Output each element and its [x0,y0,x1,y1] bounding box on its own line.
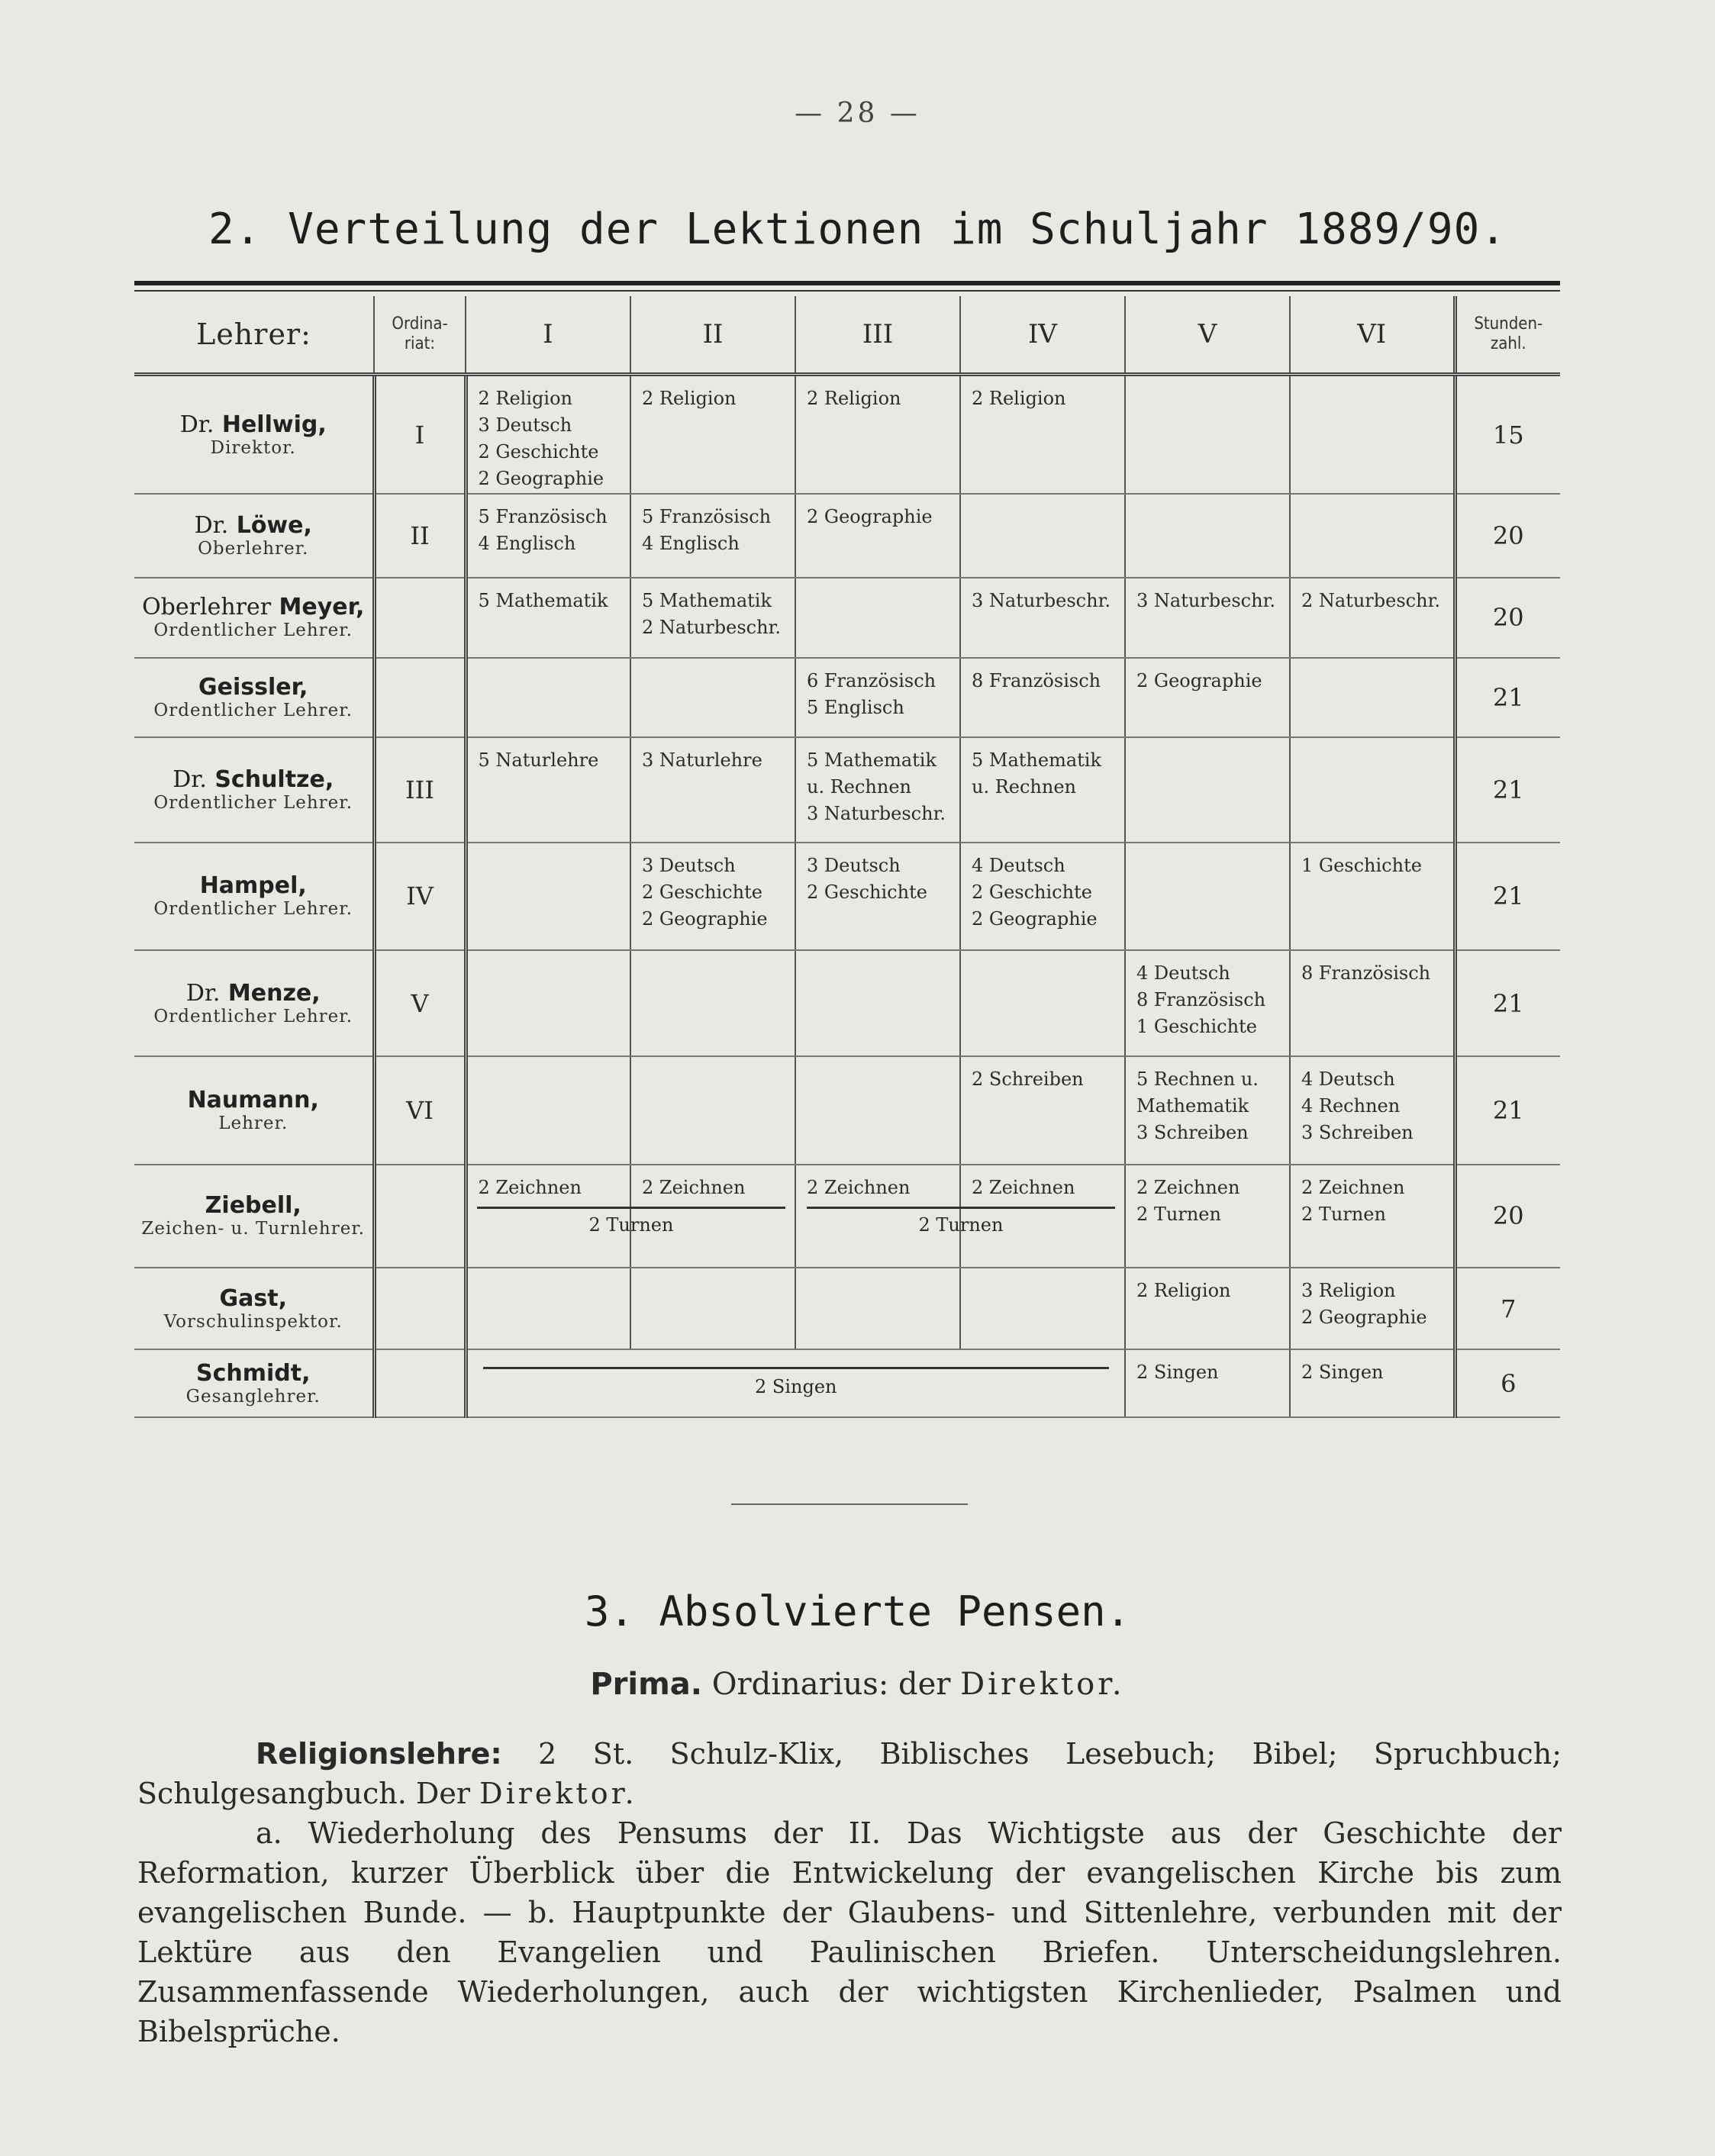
span-text: 2 Turnen [588,1213,674,1236]
lesson-cell [795,658,960,738]
lesson-text: 2 Singen [1136,1362,1219,1384]
lesson-cell [1290,1056,1455,1164]
lesson-text: 3 Naturbeschr. [1136,589,1276,611]
lesson-text [1126,376,1289,385]
lesson-text: 2 Religion 3 Deutsch 2 Geschichte 2 Geographie [478,388,604,489]
lesson-cell [1125,494,1290,577]
teacher-cell [134,950,374,1056]
lesson-cell [1125,1056,1290,1164]
lesson-text [631,1268,795,1278]
teacher-cell [134,494,374,577]
ordinariat-cell [374,1349,466,1417]
teacher-surname: Hampel, [199,872,307,900]
lesson-cell [1290,1268,1455,1349]
lesson-text: 8 Französisch [1301,962,1431,985]
teacher-cell [134,1165,374,1268]
table-top-rule [134,281,1560,285]
lesson-text: 2 Religion [642,388,737,409]
table-row [134,1056,1560,1164]
lesson-cell [960,950,1125,1056]
lesson-cell [630,375,795,495]
lesson-cell [795,1268,960,1349]
section-title: 3. Absolvierte Pensen. [584,1587,1131,1636]
teacher-surname: Schultze, [214,766,334,794]
lesson-cell [630,737,795,842]
lesson-cell [960,843,1125,950]
lesson-cell [960,737,1125,842]
header-class-5: V [1125,296,1290,375]
lesson-text: 5 Mathematik [478,589,608,611]
lesson-cell [466,950,630,1056]
lesson-cell [1125,1268,1290,1349]
header-ordinariat: Ordina- riat: [374,296,466,375]
lesson-cell [918,1165,1125,1268]
span-brace-line [483,1367,1110,1369]
table-row [134,843,1560,950]
lesson-cell [588,1165,795,1268]
lesson-cell [960,1268,1125,1349]
lesson-cell [466,658,630,738]
lesson-cell [795,375,960,495]
lesson-text: 2 Zeichnen [642,1176,746,1198]
section-subtitle [0,1667,1715,1702]
lesson-cell [1290,1165,1455,1268]
teacher-surname: Naumann, [187,1087,319,1114]
teacher-role: Ordentlicher Lehrer. [153,899,353,920]
lesson-cell [466,494,630,577]
lesson-cell [466,578,630,658]
lesson-text: 3 Naturbeschr. [972,589,1111,611]
lesson-cell [795,578,960,658]
teacher-role: Oberlehrer. [198,539,309,559]
teacher-role: Direktor. [210,437,296,458]
ordinariat-cell [374,1165,466,1268]
lesson-text: 2 Geographie [1136,669,1262,691]
paragraph-content: a. Wiederholung des Pensums der II. Das Wichtigste aus der Geschichte der Reformation, kurzer Überblick über die Entwickelung der evangelischen Kirche bis zum evangelischen Bunde. — b. Hauptpunkte der Glaubens- und Sittenlehre, verbunden mit der Lektüre aus den Evangelien und Paulinischen Briefen. Unterscheidungslehren. Zusammenfassende Wiederholungen, auch der wichtigsten Kirchenlieder, Psalmen und Bibelsprüche. [137,1816,1562,2048]
lesson-text [468,1268,630,1278]
lesson-text [468,1057,630,1066]
lesson-cell [1125,658,1290,738]
lesson-cell [1290,737,1455,842]
lesson-text: 2 Zeichnen [807,1176,911,1198]
paragraph-religionslehre [137,1734,1562,1813]
lesson-cell [630,658,795,738]
lesson-text: 4 Deutsch 2 Geschichte 2 Geographie [972,854,1098,930]
header-class-2: II [630,296,795,375]
teacher-surname: Ziebell, [205,1192,301,1220]
lesson-cell [1290,494,1455,577]
teacher-name [134,873,372,899]
header-class-4: IV [960,296,1125,375]
lesson-cell [630,494,795,577]
lesson-text [631,1057,795,1066]
lesson-cell [795,737,960,842]
lesson-cell [1125,950,1290,1056]
lesson-text: 2 Religion [807,388,901,409]
lesson-text: 3 Naturlehre [642,749,762,772]
lesson-text: 5 Rechnen u. Mathematik 3 Schreiben [1136,1068,1259,1144]
lesson-text: 2 Zeichnen [478,1176,582,1198]
ordinariat-cell: V [374,950,466,1056]
lesson-text: 2 Geographie [807,506,933,528]
ordinariat-cell [374,1268,466,1349]
teacher-role: Ordentlicher Lehrer. [153,793,353,814]
lesson-text [1291,376,1453,385]
lesson-text [961,495,1124,504]
lesson-cell [795,494,960,577]
section-divider [731,1503,968,1505]
lesson-text: 5 Französisch 4 Englisch [642,506,772,555]
lesson-span-cell [466,1349,1125,1417]
teacher-surname: Löwe, [236,512,312,539]
teacher-name [134,981,372,1007]
teacher-surname: Schmidt, [195,1359,311,1387]
lessons-table [134,296,1560,1418]
lesson-text [961,951,1124,960]
lesson-text: 5 Mathematik u. Rechnen 3 Naturbeschr. [807,749,946,825]
span-text: 2 Turnen [918,1213,1004,1236]
teacher-name [134,1088,372,1113]
teacher-name [134,412,372,438]
lesson-text: 1 Geschichte [1301,854,1422,876]
stundenzahl-cell: 21 [1455,950,1560,1056]
lesson-text: 6 Französisch 5 Englisch [807,669,936,718]
lesson-text [796,1268,959,1278]
teacher-name [134,1361,372,1387]
lesson-cell [1290,578,1455,658]
teacher-prefix: Dr. [185,979,221,1007]
paragraph-direktor: Direktor. [479,1777,637,1810]
lesson-text: 2 Zeichnen [972,1176,1075,1198]
lesson-cell [960,578,1125,658]
lesson-text [961,1268,1124,1278]
teacher-cell [134,1268,374,1349]
header-stundenzahl: Stunden- zahl. [1455,296,1560,375]
lesson-text: 4 Deutsch 8 Französisch 1 Geschichte [1136,962,1266,1038]
teacher-role: Gesanglehrer. [185,1386,321,1407]
lesson-text [1126,738,1289,747]
teacher-role: Ordentlicher Lehrer. [153,620,353,640]
stundenzahl-cell: 15 [1455,375,1560,495]
lesson-text [796,578,959,588]
teacher-surname: Geissler, [198,673,308,701]
table-row [134,578,1560,658]
header-class-1: I [466,296,630,375]
lesson-text [1291,495,1453,504]
lesson-cell [1125,375,1290,495]
stundenzahl-cell: 21 [1455,1056,1560,1164]
lesson-text: 2 Singen [1301,1362,1384,1384]
lesson-text: 2 Zeichnen 2 Turnen [1301,1176,1405,1225]
lesson-text [468,951,630,960]
table-top-rule-thin [134,290,1560,292]
lesson-text [1126,495,1289,504]
teacher-cell [134,737,374,842]
ordinariat-cell: IV [374,843,466,950]
teacher-surname: Hellwig, [221,411,327,438]
ordinariat-cell: III [374,737,466,842]
teacher-surname: Menze, [227,979,321,1007]
teacher-role: Lehrer. [218,1113,289,1134]
teacher-prefix: Dr. [172,766,207,794]
table-row [134,1268,1560,1349]
table-row [134,494,1560,577]
teacher-cell [134,1056,374,1164]
subtitle-direktor: Direktor. [960,1667,1125,1702]
teacher-prefix: Dr. [179,411,214,438]
span-group [796,1207,1126,1236]
lesson-text: 5 Naturlehre [478,749,599,772]
teacher-cell [134,658,374,738]
header-row [134,296,1560,375]
table-row [134,375,1560,495]
stundenzahl-cell: 7 [1455,1268,1560,1349]
lesson-text: 8 Französisch [972,669,1101,691]
lesson-cell [466,375,630,495]
lesson-cell [795,950,960,1056]
teacher-name [134,595,372,620]
lesson-cell [630,950,795,1056]
table-row [134,658,1560,738]
table-row [134,737,1560,842]
lesson-cell [630,843,795,950]
teacher-cell [134,1349,374,1417]
lesson-cell [466,1056,630,1164]
stundenzahl-cell: 6 [1455,1349,1560,1417]
lesson-cell [1290,375,1455,495]
paragraph-label: Religionslehre: [256,1737,502,1771]
table-row [134,950,1560,1056]
lesson-text [1291,659,1453,668]
lesson-cell [1125,737,1290,842]
teacher-cell [134,578,374,658]
ordinariat-cell: VI [374,1056,466,1164]
lesson-text: 2 Religion [972,388,1066,409]
span-brace-line [477,1207,785,1209]
teacher-role: Vorschulinspektor. [163,1311,343,1332]
header-class-6: VI [1290,296,1455,375]
lesson-cell [1290,843,1455,950]
teacher-role: Ordentlicher Lehrer. [153,700,353,720]
lesson-text [796,1057,959,1066]
table-row [134,1349,1560,1417]
lesson-cell [1290,1349,1455,1417]
lesson-text: 2 Religion [1136,1280,1231,1302]
lesson-text: 5 Französisch 4 Englisch [478,506,608,555]
lesson-cell [1290,950,1455,1056]
lesson-text: 5 Mathematik 2 Naturbeschr. [642,589,782,638]
teacher-cell [134,843,374,950]
teacher-role: Zeichen- u. Turnlehrer. [141,1219,366,1239]
lesson-cell [795,843,960,950]
header-lehrer: Lehrer: [134,296,374,375]
lesson-cell [795,1056,960,1164]
teacher-prefix: Oberlehrer [142,594,272,620]
page-number: — 28 — [795,98,920,129]
lesson-cell [630,1268,795,1349]
ordinariat-cell [374,578,466,658]
teacher-name [134,1286,372,1312]
stundenzahl-cell: 20 [1455,1165,1560,1268]
teacher-role: Ordentlicher Lehrer. [153,1006,353,1026]
span-brace-line [807,1207,1115,1209]
lesson-cell [960,375,1125,495]
subtitle-ordinarius: Ordinarius: der [711,1667,951,1702]
lesson-text [468,843,630,852]
stundenzahl-cell: 21 [1455,658,1560,738]
page-title: 2. Verteilung der Lektionen im Schuljahr 1889/90. [208,205,1507,254]
subtitle-prima: Prima. [590,1667,702,1702]
table-row [134,1165,1560,1268]
teacher-name [134,767,372,793]
lesson-cell [466,1268,630,1349]
lesson-cell [960,658,1125,738]
lesson-text [631,659,795,668]
lesson-cell [1290,658,1455,738]
lesson-text: 3 Deutsch 2 Geschichte 2 Geographie [642,854,768,930]
lesson-text: 4 Deutsch 4 Rechnen 3 Schreiben [1301,1068,1414,1144]
ordinariat-cell: I [374,375,466,495]
lesson-text: 3 Religion 2 Geographie [1301,1280,1427,1329]
ordinariat-cell [374,658,466,738]
stundenzahl-cell: 20 [1455,494,1560,577]
lesson-text [1126,843,1289,852]
lesson-cell [466,843,630,950]
span-text: 2 Singen [755,1376,837,1398]
lesson-text [468,659,630,668]
header-class-3: III [795,296,960,375]
lesson-text: 2 Schreiben [972,1068,1084,1091]
teacher-cell [134,375,374,495]
stundenzahl-cell: 20 [1455,578,1560,658]
lesson-cell [1125,1349,1290,1417]
lesson-cell [630,578,795,658]
lesson-text [1291,738,1453,747]
teacher-surname: Meyer, [279,594,365,620]
lesson-cell [1125,1165,1290,1268]
lesson-cell [960,1056,1125,1164]
lesson-cell [960,494,1125,577]
lesson-text [631,951,795,960]
teacher-prefix: Dr. [194,512,229,539]
teacher-surname: Gast, [219,1284,287,1312]
ordinariat-cell: II [374,494,466,577]
lesson-cell [1125,843,1290,950]
lesson-text: 3 Deutsch 2 Geschichte [807,854,927,903]
teacher-name [134,675,372,701]
paragraph-text: 2 St. Schulz-Klix, Biblisches Lesebuch; Bibel; Spruchbuch; Schulgesangbuch. Der [137,1737,1562,1810]
stundenzahl-cell: 21 [1455,843,1560,950]
lesson-text [796,951,959,960]
lesson-cell [630,1056,795,1164]
lesson-text: 2 Zeichnen 2 Turnen [1136,1176,1240,1225]
lesson-text: 5 Mathematik u. Rechnen [972,749,1102,798]
teacher-name [134,1193,372,1219]
lesson-cell [1125,578,1290,658]
lesson-text: 2 Naturbeschr. [1301,589,1441,611]
teacher-name [134,513,372,539]
stundenzahl-cell: 21 [1455,737,1560,842]
lesson-cell [466,737,630,842]
span-group [466,1207,796,1236]
